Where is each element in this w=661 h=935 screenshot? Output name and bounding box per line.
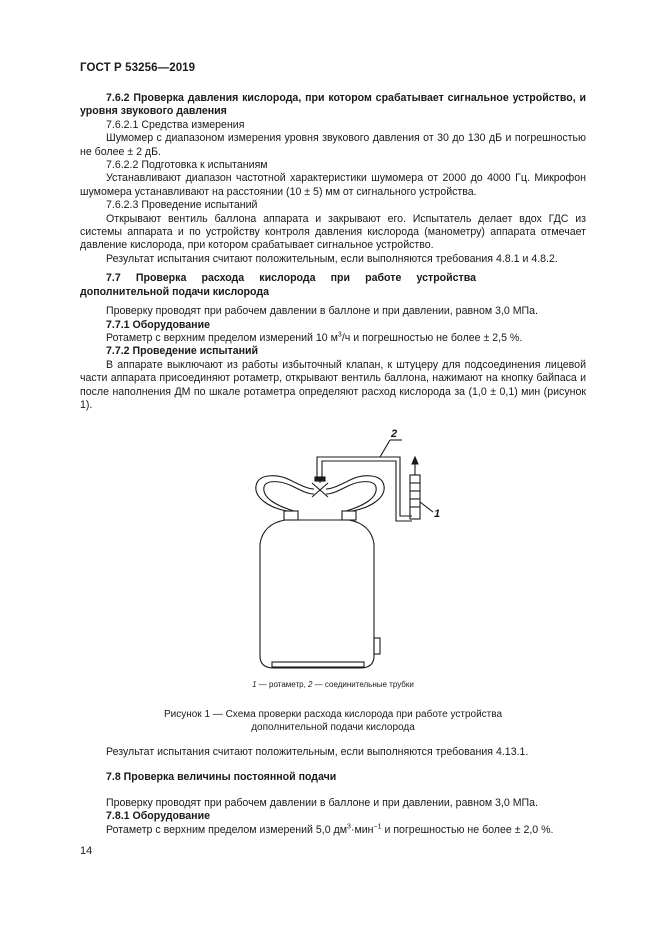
paragraph: Шумомер с диапазоном измерения уровня звукового давления от 30 до 130 дБ и погрешностью не более ± 2 дБ.: [80, 132, 586, 158]
label-2: 2: [391, 428, 398, 440]
standard-header: ГОСТ Р 53256—2019: [80, 62, 196, 74]
section-7-7-1-title: 7.7.1 Оборудование: [106, 318, 210, 331]
cylinder-body: [260, 520, 374, 668]
paragraph: Ротаметр с верхним пределом измерений 5,0 $дм^3\cdot мин^{-1}$ и погрешностью не более ± 2,0 %.: [106, 823, 554, 836]
page-number: 14: [80, 845, 93, 857]
valve-body: [312, 483, 328, 497]
section-7-8-1-title: 7.8.1 Оборудование: [106, 810, 210, 823]
paragraph: Устанавливают диапазон частотной характеристики шумомера от 2000 до 4000 Гц. Микрофон шумомера устанавливают на расстоянии (10 ± 5) мм от сигнального устройства.: [80, 172, 586, 198]
right-tube-loop-inner: [326, 482, 376, 511]
figure-legend: 1 — ротаметр, 2 — соединительные трубки: [252, 680, 414, 689]
figure-1-diagram: [230, 420, 450, 675]
subsection-title: 7.6.2.2 Подготовка к испытаниям: [106, 159, 268, 172]
side-fitting: [374, 638, 380, 654]
paragraph: Результат испытания считают положительным, если выполняются требования 4.8.1 и 4.8.2.: [106, 252, 558, 265]
body-base: [272, 662, 364, 667]
left-connector: [284, 511, 298, 520]
apparatus-diagram: [230, 420, 450, 675]
paragraph: Открывают вентиль баллона аппарата и закрывают его. Испытатель делает вдох ГДС из системы аппарата и по устройству контроля давления кислорода (манометру) аппарата отмечает давление кислорода, при котором срабатывает сигнальное устройство.: [80, 212, 586, 252]
subsection-title: 7.6.2.3 Проведение испытаний: [106, 199, 258, 212]
paragraph: Ротаметр с верхним пределом измерений 10 $м^3/ч$ и погрешностью не более ± 2,5 %.: [106, 331, 523, 344]
section-7-8-title: 7.8 Проверка величины постоянной подачи: [106, 771, 337, 784]
main-text: [80, 92, 586, 412]
after-figure-text: [80, 746, 586, 837]
rotameter-body: [410, 475, 420, 519]
outflow-arrow: [412, 457, 418, 464]
subsection-title: 7.6.2.1 Средства измерения: [106, 118, 245, 131]
paragraph: Результат испытания считают положительным, если выполняются требования 4.13.1.: [106, 746, 529, 758]
section-7-7-title: 7.7 Проверка расхода кислорода при работе устройства дополнительной подачи кислорода: [80, 272, 476, 298]
section-7-7-2-title: 7.7.2 Проведение испытаний: [106, 345, 259, 358]
section-7-6-2-title: 7.6.2 Проверка давления кислорода, при котором срабатывает сигнальное устройство, и уровня звукового давления: [80, 92, 586, 118]
paragraph: В аппарате выключают из работы избыточный клапан, к штуцеру для подсоединения лицевой части аппарата присоединяют ротаметр, открывают вентиль баллона, нажимают на кнопку байпаса и после наполнения ДМ по шкале ротаметра определяют расход кислорода за (1,0 ± 0,1) мин (рисунок 1).: [80, 358, 586, 411]
right-connector: [342, 511, 356, 520]
paragraph: Проверку проводят при рабочем давлении в баллоне и при давлении, равном 3,0 МПа.: [106, 305, 539, 318]
figure-caption: Рисунок 1 — Схема проверки расхода кислорода при работе устройства дополнительной подачи кислорода: [163, 709, 503, 733]
paragraph: Проверку проводят при рабочем давлении в баллоне и при давлении, равном 3,0 МПа.: [106, 796, 539, 809]
label-1: 1: [434, 508, 441, 520]
